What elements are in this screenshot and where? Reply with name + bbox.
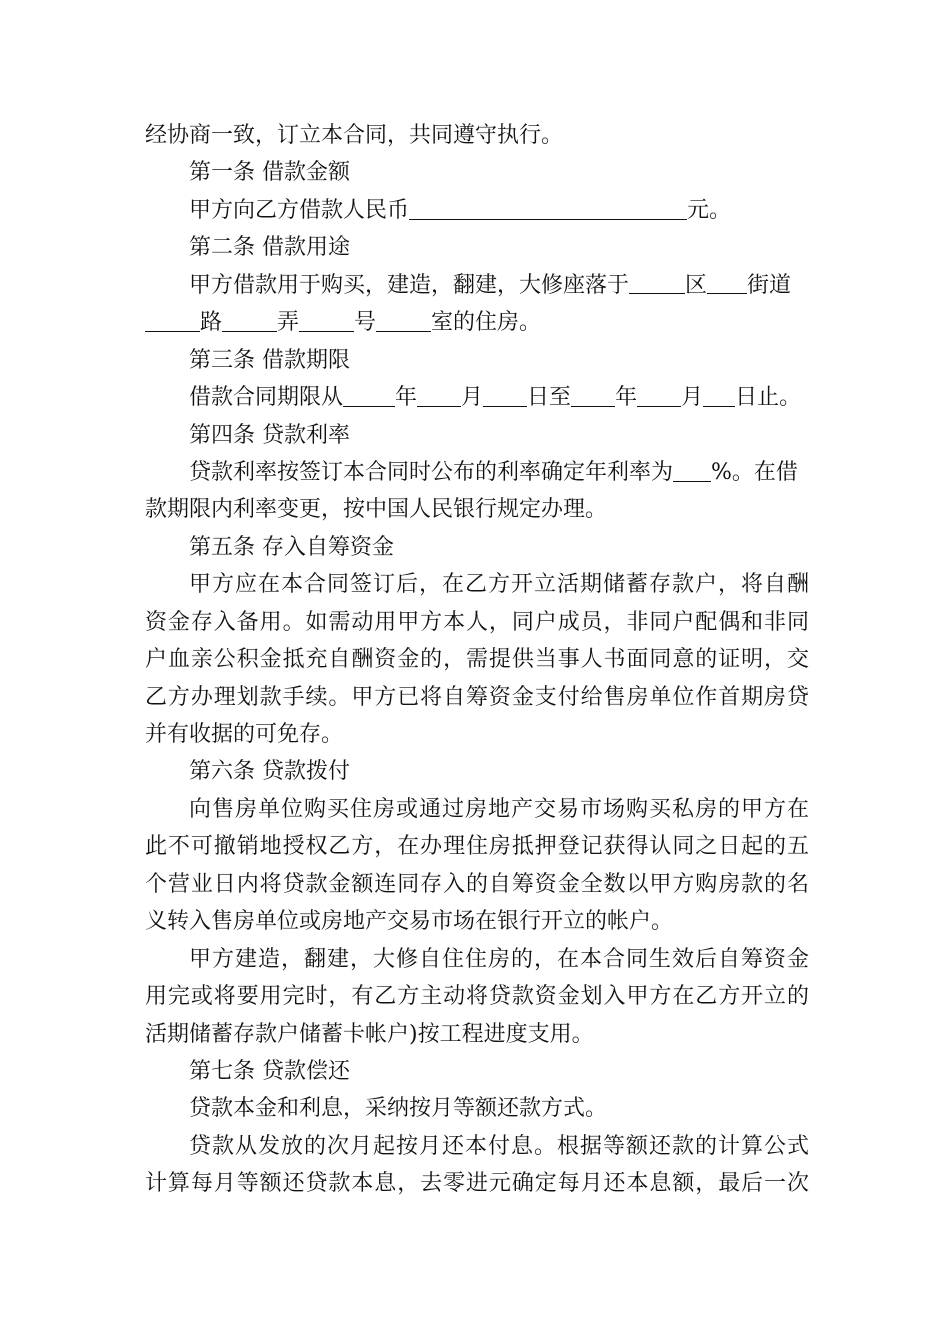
paragraph-line: 甲方建造，翻建，大修自住住房的，在本合同生效后自筹资金 xyxy=(189,946,809,972)
paragraph-line: 乙方办理划款手续。甲方已将自筹资金支付给售房单位作首期房贷 xyxy=(145,684,809,710)
end-year-blank xyxy=(571,384,615,407)
end-day-blank xyxy=(703,384,735,407)
line-text: 元。 xyxy=(687,197,732,223)
paragraph-line: 资金存入备用。如需动用甲方本人，同户成员，非同户配偶和非同 xyxy=(145,609,809,635)
line-text: 月 xyxy=(681,385,704,411)
line-text: %。在借 xyxy=(711,459,798,485)
paragraph-line: 甲方应在本合同签订后，在乙方开立活期储蓄存款户，将自酬 xyxy=(189,572,809,598)
line-text: 日至 xyxy=(527,385,572,411)
loan-amount-line xyxy=(145,192,809,229)
article-heading: 第四条 贷款利率 xyxy=(189,422,350,448)
paragraph-line: 经协商一致，订立本合同，共同遵守执行。 xyxy=(145,123,564,148)
start-day-blank xyxy=(483,384,527,407)
road-blank xyxy=(145,309,200,332)
paragraph-line: 贷款从发放的次月起按月还本付息。根据等额还款的计算公式 xyxy=(189,1133,809,1159)
paragraph-line: 向售房单位购买住房或通过房地产交易市场购买私房的甲方在 xyxy=(189,796,809,822)
line-text: 号 xyxy=(354,310,377,336)
end-month-blank xyxy=(637,384,681,407)
loan-purpose-line-2 xyxy=(145,304,809,341)
loan-term-line xyxy=(145,379,809,416)
line-text: 街道 xyxy=(747,272,792,298)
loan-purpose-line xyxy=(145,267,809,304)
paragraph-line: 义转入售房单位或房地产交易市场在银行开立的帐户。 xyxy=(145,909,674,935)
paragraph-line: 活期储蓄存款户储蓄卡帐户)按工程进度支用。 xyxy=(145,1021,594,1047)
line-text: 日止。 xyxy=(735,385,802,411)
paragraph-line: 户血亲公积金抵充自酬资金的，需提供当事人书面同意的证明，交 xyxy=(145,647,809,673)
line-text: 甲方向乙方借款人民币 xyxy=(189,197,410,223)
line-text: 甲方借款用于购买，建造，翻建，大修座落于 xyxy=(189,272,630,298)
line-text: 贷款利率按签订本合同时公布的利率确定年利率为 xyxy=(189,459,674,485)
article-heading: 第五条 存入自筹资金 xyxy=(189,534,394,560)
paragraph-line: 并有收据的可免存。 xyxy=(145,722,344,747)
paragraph-line: 此不可撤销地授权乙方，在办理住房抵押登记获得认同之日起的五 xyxy=(145,834,809,860)
rate-blank xyxy=(673,459,711,482)
amount-blank xyxy=(409,197,687,220)
article-heading: 第一条 借款金额 xyxy=(189,160,350,186)
line-text: 路 xyxy=(200,310,223,336)
paragraph-line: 款期限内利率变更，按中国人民银行规定办理。 xyxy=(145,497,608,523)
start-year-blank xyxy=(343,384,395,407)
line-text: 年 xyxy=(395,385,418,411)
paragraph-line: 贷款本金和利息，采纳按月等额还款方式。 xyxy=(189,1096,608,1122)
article-heading: 第二条 借款用途 xyxy=(189,235,350,261)
line-text: 区 xyxy=(685,272,708,298)
article-heading: 第三条 借款期限 xyxy=(189,347,350,373)
room-blank xyxy=(376,309,431,332)
line-text: 室的住房。 xyxy=(431,310,542,336)
number-blank xyxy=(299,309,354,332)
start-month-blank xyxy=(417,384,461,407)
article-heading: 第七条 贷款偿还 xyxy=(189,1058,350,1084)
lane-blank xyxy=(222,309,277,332)
line-text: 弄 xyxy=(277,310,300,336)
line-text: 借款合同期限从 xyxy=(189,385,344,411)
line-text: 月 xyxy=(461,385,484,411)
paragraph-line: 个营业日内将贷款金额连同存入的自筹资金全数以甲方购房款的名 xyxy=(145,871,809,897)
line-text: 年 xyxy=(615,385,638,411)
interest-rate-line xyxy=(145,454,809,491)
paragraph-line: 用完或将要用完时，有乙方主动将贷款资金划入甲方在乙方开立的 xyxy=(145,984,809,1010)
article-heading: 第六条 贷款拨付 xyxy=(189,759,350,785)
street-blank xyxy=(707,271,747,294)
district-blank xyxy=(629,271,685,294)
paragraph-line: 计算每月等额还贷款本息，去零进元确定每月还本息额，最后一次 xyxy=(145,1171,809,1197)
contract-body xyxy=(145,117,809,1203)
